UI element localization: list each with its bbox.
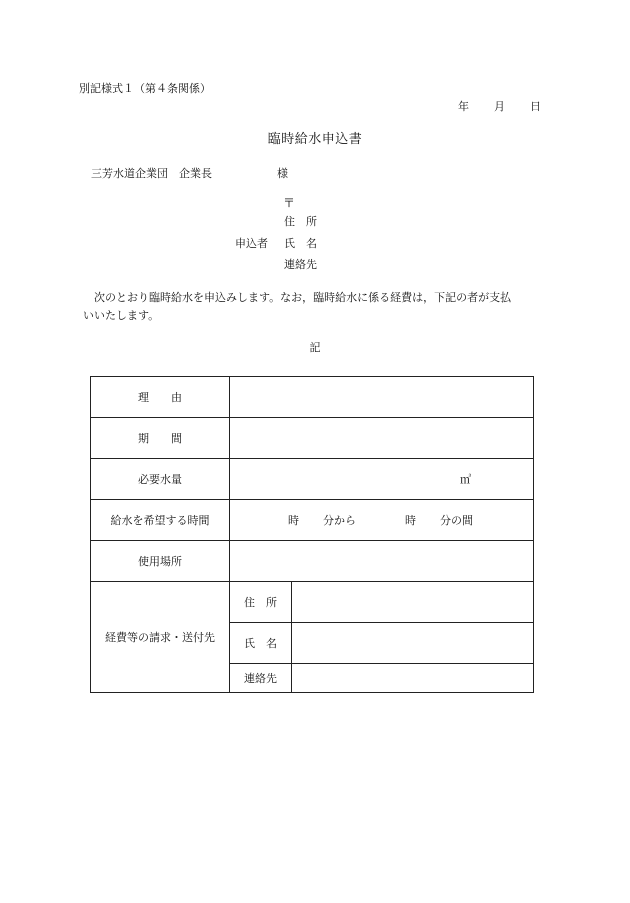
applicant-address-label: 住 所 — [284, 215, 317, 228]
time-from: 分から — [323, 514, 356, 527]
date-year-label: 年 — [458, 100, 469, 113]
addressee-honorific: 様 — [277, 167, 288, 180]
table-row-location — [91, 541, 534, 582]
applicant-label: 申込者 — [235, 237, 268, 250]
billing-label: 経費等の請求・送付先 — [91, 582, 230, 693]
table-row-billing-address — [91, 582, 534, 623]
body-line-2: いいたします。 — [83, 309, 160, 322]
reason-label: 理 由 — [91, 377, 230, 418]
period-label: 期 間 — [91, 418, 230, 459]
desired-time-label: 給水を希望する時間 — [91, 500, 230, 541]
addressee-org: 三芳水道企業団 企業長 — [91, 167, 212, 180]
location-label: 使用場所 — [91, 541, 230, 582]
time-hour-2: 時 — [405, 514, 416, 527]
body-line-1: 次のとおり臨時給水を申込みします。なお，臨時給水に係る経費は，下記の者が支払 — [83, 291, 512, 304]
time-hour-1: 時 — [288, 514, 299, 527]
table-row-volume — [91, 459, 534, 500]
period-field[interactable] — [230, 418, 534, 459]
reason-field[interactable] — [230, 377, 534, 418]
body-text — [83, 289, 555, 325]
ki-heading: 記 — [309, 341, 321, 354]
postal-mark: 〒 — [283, 196, 296, 210]
location-field[interactable] — [230, 541, 534, 582]
time-between: 分の間 — [440, 514, 473, 527]
table-row-reason — [91, 377, 534, 418]
water-volume-field[interactable] — [230, 459, 534, 500]
billing-contact-label: 連絡先 — [230, 664, 292, 693]
application-table — [90, 376, 534, 693]
date-day-label: 日 — [530, 100, 541, 113]
date-month-label: 月 — [494, 100, 505, 113]
applicant-name-label: 氏 名 — [284, 237, 317, 250]
billing-address-label: 住 所 — [230, 582, 292, 623]
table-row-time — [91, 500, 534, 541]
billing-address-field[interactable] — [292, 582, 534, 623]
document-title: 臨時給水申込書 — [267, 132, 363, 147]
desired-time-field[interactable] — [230, 500, 534, 541]
billing-name-field[interactable] — [292, 623, 534, 664]
applicant-contact-label: 連絡先 — [284, 258, 317, 271]
water-volume-label: 必要水量 — [91, 459, 230, 500]
billing-name-label: 氏 名 — [230, 623, 292, 664]
volume-unit: ㎥ — [460, 473, 471, 486]
table-row-period — [91, 418, 534, 459]
form-id: 別記様式１（第４条関係） — [79, 82, 211, 95]
billing-contact-field[interactable] — [292, 664, 534, 693]
